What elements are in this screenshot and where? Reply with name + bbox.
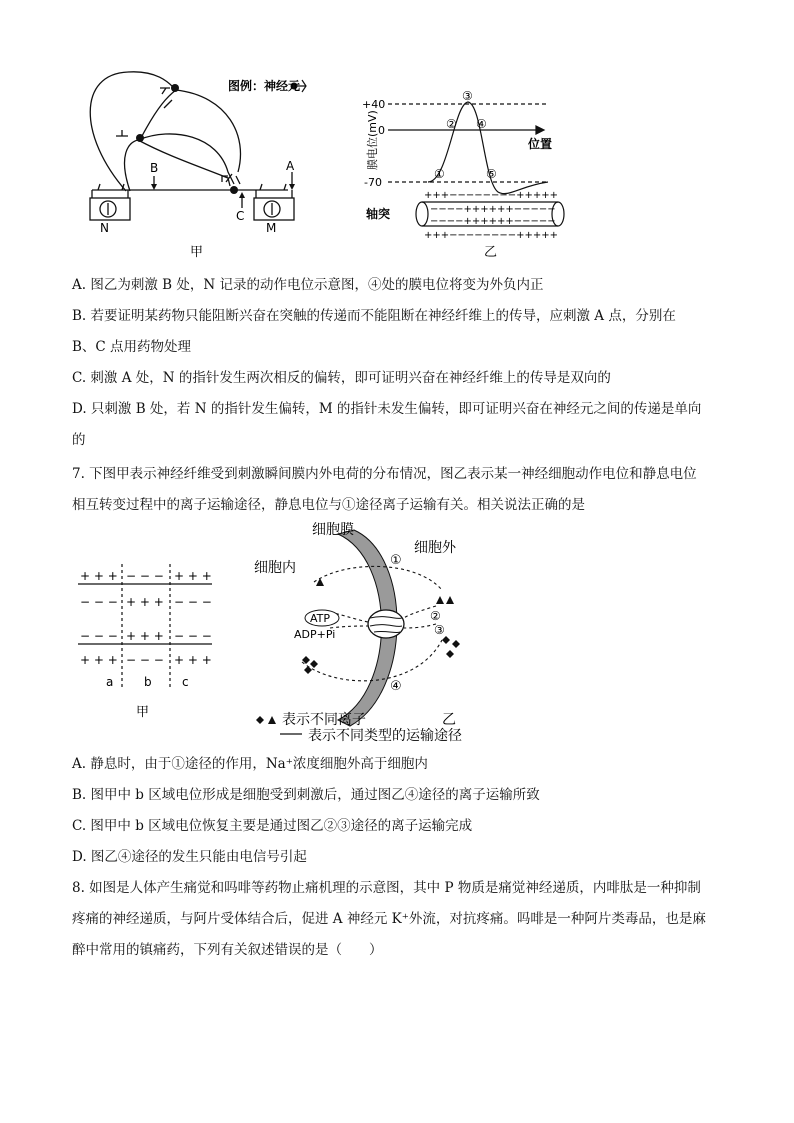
r1-c: + + + bbox=[174, 569, 212, 583]
label-adp: ADP+Pi bbox=[294, 628, 336, 641]
q8-stem-line1: 8. 如图是人体产生痛觉和吗啡等药物止痛机理的示意图，其中 P 物质是痛觉神经递质，内啡肽是一种抑制 bbox=[72, 880, 701, 896]
mark-5: ⑤ bbox=[486, 167, 497, 181]
legend-ions: 表示不同离子 bbox=[282, 712, 366, 728]
path-1: ① bbox=[390, 553, 402, 568]
r1-b: − − − bbox=[126, 569, 164, 583]
legend-label: 图例：神经元 bbox=[228, 79, 301, 93]
q6-option-d-line2: 的 bbox=[72, 432, 86, 448]
q6-option-d-line1: D. 只刺激 B 处，若 N 的指针发生偏转，M 的指针未发生偏转，即可证明兴奋在神经元之间的传递是单向 bbox=[72, 401, 702, 417]
r3-a: − − − bbox=[80, 629, 118, 643]
q8-stem-line2: 疼痛的神经递质，与阿片受体结合后，促进 A 神经元 K⁺外流，对抗疼痛。吗啡是一种阿片类毒品，也是麻 bbox=[72, 911, 706, 927]
q7-option-d: D. 图乙④途径的发生只能由电信号引起 bbox=[72, 849, 307, 865]
q7-caption-jia: 甲 bbox=[136, 705, 150, 720]
tick-zero: 0 bbox=[378, 124, 385, 137]
r3-b: + + + bbox=[126, 629, 164, 643]
q6-option-b-line2: B、C 点用药物处理 bbox=[72, 339, 192, 355]
label-atp: ATP bbox=[310, 612, 331, 625]
q7-figure-jia-charges bbox=[74, 560, 224, 720]
label-m: M bbox=[266, 221, 277, 235]
q6-option-b-line1: B. 若要证明某药物只能阻断兴奋在突触的传递而不能阻断在神经纤维上的传导，应刺激 A 点，分别在 bbox=[72, 308, 676, 324]
r2-c: − − − bbox=[174, 595, 212, 609]
mark-4: ④ bbox=[476, 117, 487, 131]
mark-2: ② bbox=[446, 117, 457, 131]
path-3: ③ bbox=[434, 623, 445, 637]
label-inside: 细胞内 bbox=[254, 560, 296, 576]
q7-stem-line1: 7. 下图甲表示神经纤维受到刺激瞬间膜内外电荷的分布情况，图乙表示某一神经细胞动作电位和静息电位 bbox=[72, 466, 697, 482]
figure-yi-action-potential bbox=[358, 84, 578, 262]
label-membrane: 细胞膜 bbox=[312, 522, 354, 538]
r4-c: + + + bbox=[174, 653, 212, 667]
r4-b: − − − bbox=[126, 653, 164, 667]
axon-row-in1: −−−−++++++−−−−− bbox=[430, 204, 556, 215]
tick-plus40: +40 bbox=[362, 98, 386, 111]
q7-option-a: A. 静息时，由于①途径的作用，Na⁺浓度细胞外高于细胞内 bbox=[72, 756, 428, 772]
r4-a: + + + bbox=[80, 653, 118, 667]
q8-stem-line3: 醉中常用的镇痛药，下列有关叙述错误的是（ ） bbox=[72, 942, 383, 958]
tick-minus70: -70 bbox=[364, 176, 382, 189]
figure-jia-neurons bbox=[78, 66, 308, 262]
r3-c: − − − bbox=[174, 629, 212, 643]
q7-caption-yi: 乙 bbox=[442, 712, 456, 728]
col-b: b bbox=[144, 675, 152, 689]
caption-yi: 乙 bbox=[484, 245, 498, 260]
q7-option-b: B. 图甲中 b 区域电位形成是细胞受到刺激后，通过图乙④途径的离子运输所致 bbox=[72, 787, 540, 803]
axon-row-top: +++−−−−−−−−+++++ bbox=[424, 190, 559, 201]
label-outside: 细胞外 bbox=[414, 540, 456, 556]
path-2: ② bbox=[430, 609, 441, 623]
q7-option-c: C. 图甲中 b 区域电位恢复主要是通过图乙②③途径的离子运输完成 bbox=[72, 818, 473, 834]
r2-b: + + + bbox=[126, 595, 164, 609]
axon-label: 轴突 bbox=[366, 207, 391, 221]
label-n: N bbox=[100, 221, 109, 235]
col-c: c bbox=[182, 675, 189, 689]
xlabel: 位置 bbox=[528, 137, 553, 151]
q6-option-a: A. 图乙为刺激 B 处，N 记录的动作电位示意图，④处的膜电位将变为外负内正 bbox=[72, 277, 544, 293]
caption-jia: 甲 bbox=[190, 245, 204, 260]
mark-3: ③ bbox=[462, 89, 473, 103]
mark-1: ① bbox=[434, 167, 445, 181]
ylabel: 膜电位(mV) bbox=[366, 110, 379, 170]
path-4: ④ bbox=[390, 679, 402, 694]
col-a: a bbox=[106, 675, 114, 689]
label-c: C bbox=[236, 209, 245, 223]
legend-paths: 表示不同类型的运输途径 bbox=[308, 728, 462, 744]
q7-stem-line2: 相互转变过程中的离子运输途径，静息电位与①途径离子运输有关。相关说法正确的是 bbox=[72, 497, 585, 513]
axon-row-in2: −−−−++++++−−−−− bbox=[430, 216, 556, 227]
r1-a: + + + bbox=[80, 569, 118, 583]
q7-figure-yi-ion-transport bbox=[246, 520, 476, 750]
r2-a: − − − bbox=[80, 595, 118, 609]
label-b: B bbox=[150, 161, 159, 175]
label-a: A bbox=[286, 159, 295, 173]
axon-row-bot: +++−−−−−−−−+++++ bbox=[424, 230, 559, 241]
q6-option-c: C. 刺激 A 处，N 的指针发生两次相反的偏转，即可证明兴奋在神经纤维上的传导是双向的 bbox=[72, 370, 611, 386]
